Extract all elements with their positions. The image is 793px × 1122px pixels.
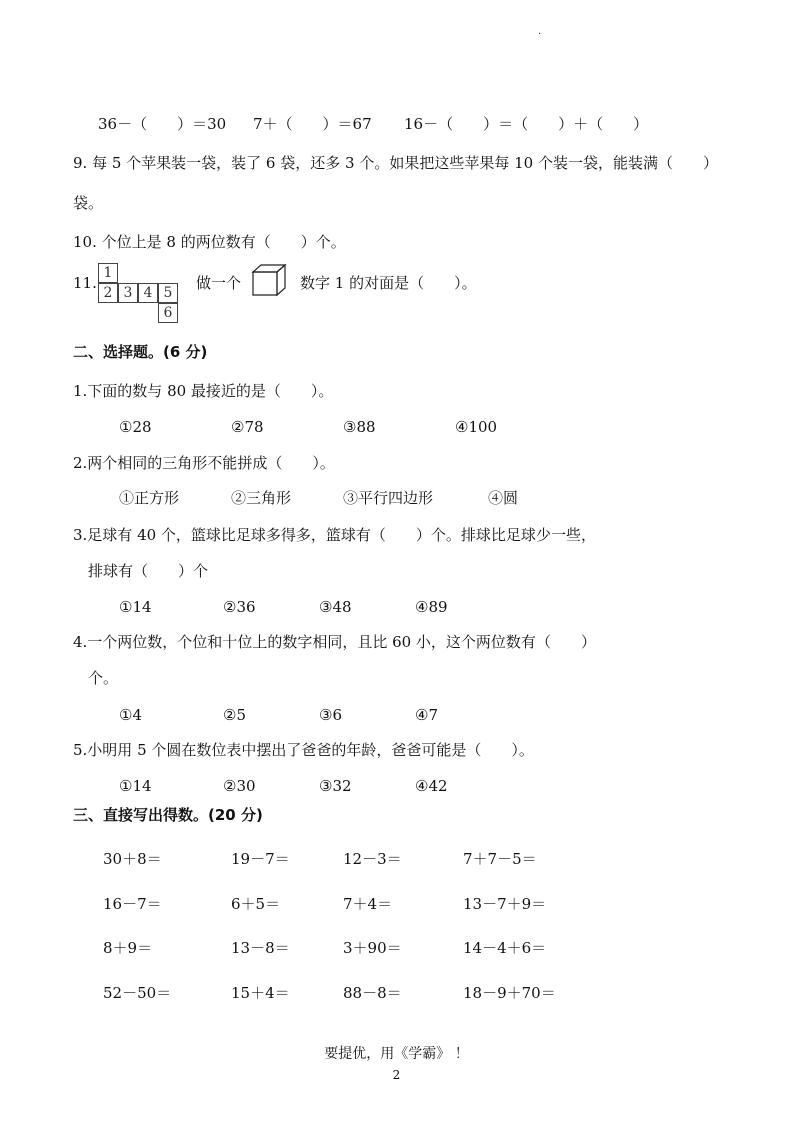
s2-q5-option-4: ④42 xyxy=(415,777,448,795)
calc-r3-c3: 3＋90＝ xyxy=(343,939,402,957)
q9-line-2: 袋。 xyxy=(73,194,104,212)
page-number: 2 xyxy=(392,1068,401,1082)
s2-q4-option-3: ③6 xyxy=(319,706,342,724)
calc-r1-c2: 19－7＝ xyxy=(231,850,290,868)
s2-q1-text: 1.下面的数与 80 最接近的是（ ）。 xyxy=(73,382,334,400)
s2-q3-text-line-1: 3.足球有 40 个，篮球比足球多得多，篮球有（ ）个。排球比足球少一些， xyxy=(73,526,596,544)
s2-q5-option-2: ②30 xyxy=(223,777,256,795)
s2-q2-option-3: ③平行四边形 xyxy=(343,489,434,507)
q11-question: 数字 1 的对面是（ ）。 xyxy=(300,274,477,292)
calc-r3-c1: 8＋9＝ xyxy=(103,939,153,957)
s2-q1-option-4: ④100 xyxy=(455,418,498,436)
calc-r2-c3: 7＋4＝ xyxy=(343,895,393,913)
calc-r2-c4: 13－7＋9＝ xyxy=(463,895,547,913)
cube-icon xyxy=(251,263,287,301)
s2-q3-option-2: ②36 xyxy=(223,598,256,616)
s2-q4-option-4: ④7 xyxy=(415,706,438,724)
s2-q1-option-1: ①28 xyxy=(119,418,152,436)
footer-slogan: 要提优，用《学霸》 ！ xyxy=(324,1046,469,1062)
s2-q1-option-3: ③88 xyxy=(343,418,376,436)
net-cell-4: 4 xyxy=(138,283,158,303)
s2-q1-option-2: ②78 xyxy=(231,418,264,436)
header-mark: . xyxy=(538,26,542,37)
s2-q2-option-1: ①正方形 xyxy=(119,489,180,507)
s2-q3-option-4: ④89 xyxy=(415,598,448,616)
calc-r4-c2: 15＋4＝ xyxy=(231,984,290,1002)
q8-item-2: 7＋（ ）＝67 xyxy=(253,115,372,133)
calc-r2-c2: 6＋5＝ xyxy=(231,895,281,913)
net-cell-6: 6 xyxy=(158,303,178,323)
calc-r3-c2: 13－8＝ xyxy=(231,939,290,957)
net-cell-5: 5 xyxy=(158,283,178,303)
s2-q3-text-line-2: 排球有（ ）个 xyxy=(88,562,209,580)
net-cell-3: 3 xyxy=(118,283,138,303)
s2-q3-option-1: ①14 xyxy=(119,598,152,616)
q8-item-3: 16－（ ）＝（ ）＋（ ） xyxy=(404,115,649,133)
q8-item-1: 36－（ ）＝30 xyxy=(98,115,227,133)
s2-q2-text: 2.两个相同的三角形不能拼成（ ）。 xyxy=(73,454,335,472)
calc-r4-c4: 18－9＋70＝ xyxy=(463,984,556,1002)
section-3-title: 三、直接写出得数。(20 分) xyxy=(73,806,263,824)
calc-r3-c4: 14－4＋6＝ xyxy=(463,939,547,957)
net-cell-2: 2 xyxy=(98,283,118,303)
calc-r4-c3: 88－8＝ xyxy=(343,984,402,1002)
s2-q2-option-4: ④圆 xyxy=(488,489,519,507)
q9-line-1: 9. 每 5 个苹果装一袋，装了 6 袋，还多 3 个。如果把这些苹果每 10 个装一袋，能装满（ ） xyxy=(73,154,718,172)
q10-text: 10. 个位上是 8 的两位数有（ ）个。 xyxy=(73,233,346,251)
s2-q5-option-3: ③32 xyxy=(319,777,352,795)
calc-r4-c1: 52－50＝ xyxy=(103,984,172,1002)
s2-q4-text-line-2: 个。 xyxy=(88,669,119,687)
section-2-title: 二、选择题。(6 分) xyxy=(73,343,208,361)
s2-q4-option-2: ②5 xyxy=(223,706,246,724)
s2-q5-option-1: ①14 xyxy=(119,777,152,795)
calc-r2-c1: 16－7＝ xyxy=(103,895,162,913)
q11-number: 11. xyxy=(73,274,97,292)
s2-q4-text-line-1: 4.一个两位数，个位和十位上的数字相同，且比 60 小，这个两位数有（ ） xyxy=(73,633,596,651)
calc-r1-c4: 7＋7－5＝ xyxy=(463,850,537,868)
s2-q5-text: 5.小明用 5 个圆在数位表中摆出了爸爸的年龄，爸爸可能是（ ）。 xyxy=(73,741,534,759)
calc-r1-c1: 30＋8＝ xyxy=(103,850,162,868)
net-cell-1: 1 xyxy=(98,263,118,283)
calc-r1-c3: 12－3＝ xyxy=(343,850,402,868)
s2-q4-option-1: ①4 xyxy=(119,706,142,724)
s2-q3-option-3: ③48 xyxy=(319,598,352,616)
q11-make-text: 做一个 xyxy=(196,274,242,292)
s2-q2-option-2: ②三角形 xyxy=(231,489,292,507)
